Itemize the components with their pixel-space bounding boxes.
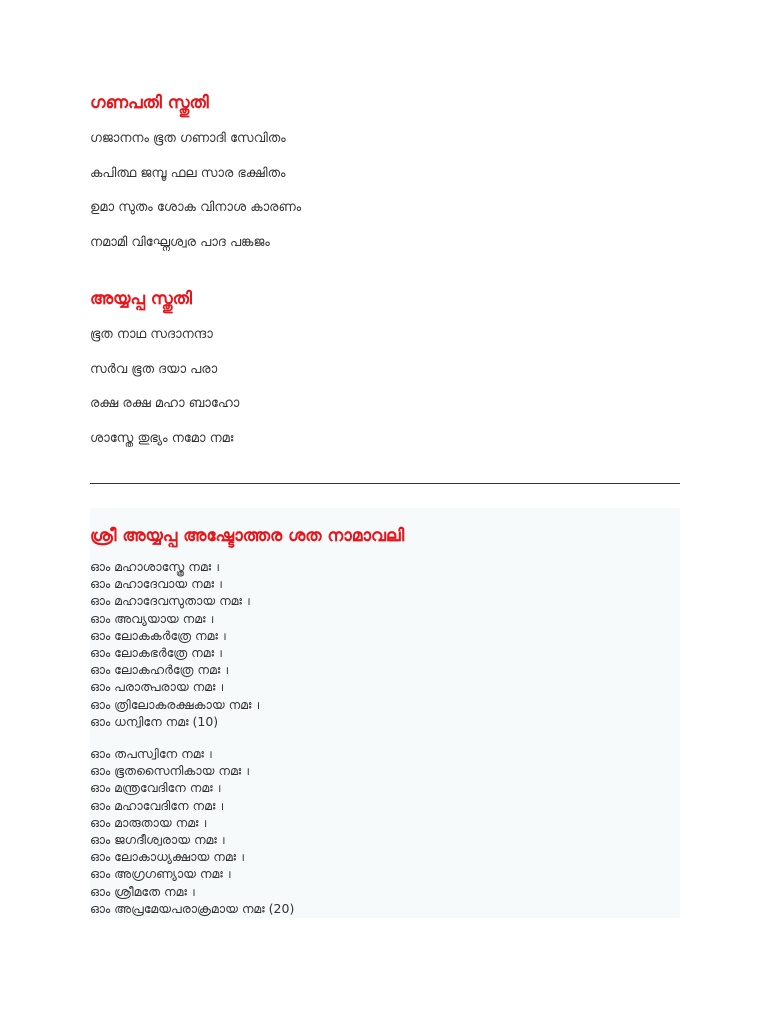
list-item: ഓം മാരുതായ നമഃ । xyxy=(90,814,209,830)
list-item: ഓം ജഗദീശ്വരായ നമഃ । xyxy=(90,832,228,848)
list-item: ഓം ലോകകർത്രേ നമഃ । xyxy=(90,627,229,643)
ganapathi-verse-line: കപിത്ഥ ജമ്പൂ ഫല സാര ഭക്ഷിതം xyxy=(90,166,286,181)
ayyappa-verse-line: സർവ ഭൂത ദയാ പരാ xyxy=(90,362,218,377)
list-item: ഓം ഭൂതസൈനികായ നമഃ । xyxy=(90,763,252,779)
names-list-1-10 xyxy=(90,558,262,730)
list-item: ഓം ധന്വിനേ നമഃ (10) xyxy=(90,713,219,729)
list-item: ഓം ലോകഭർത്രേ നമഃ । xyxy=(90,645,225,661)
list-item: ഓം തപസ്വിനേ നമഃ । xyxy=(90,746,215,761)
list-item: ഓം ലോകാധ്യക്ഷായ നമഃ । xyxy=(90,849,247,865)
list-item: ഓം അവ്യയായ നമഃ । xyxy=(90,610,216,626)
ashtothara-heading: ശ്രീ അയ്യപ്പ അഷ്ടോത്തര ശത നാമാവലി xyxy=(90,526,405,546)
ashtothara-section xyxy=(90,508,680,918)
ayyappa-verse-line: ശാസ്തേ തുഭ്യം നമോ നമഃ xyxy=(90,431,234,446)
list-item: ഓം ത്രിലോകരക്ഷകായ നമഃ । xyxy=(90,696,262,712)
names-list-11-20 xyxy=(90,745,294,917)
list-item: ഓം മഹാദേവസുതായ നമഃ । xyxy=(90,593,253,609)
ayyappa-verse-line: ഭൂത നാഥ സദാനന്ദാ xyxy=(90,327,213,342)
list-item: ഓം അപ്രമേയപരാക്രമായ നമഃ (20) xyxy=(90,900,295,916)
list-item: ഓം മഹാവേദിനേ നമഃ । xyxy=(90,797,226,813)
list-item: ഓം അഗ്രഗണ്യായ നമഃ । xyxy=(90,866,233,882)
ganapathi-verse-line: നമാമി വിഘ്നേശ്വര പാദ പങ്കജം xyxy=(90,235,270,250)
ganapathi-sthuthi-heading: ഗണപതി സ്തുതി xyxy=(90,93,209,113)
ganapathi-verse-line: ഗജാനനം ഭൂത ഗണാദി സേവിതം xyxy=(90,131,286,146)
list-item: ഓം ലോകഹർത്രേ നമഃ । xyxy=(90,662,231,678)
list-item: ഓം മഹാശാസ്ത്രേ നമഃ । xyxy=(90,559,222,574)
ayyappa-verse-line: രക്ഷ രക്ഷ മഹാ ബാഹോ xyxy=(90,396,240,411)
list-item: ഓം മഹാദേവായ നമഃ । xyxy=(90,576,225,592)
list-item: ഓം ശ്രീമതേ നമഃ । xyxy=(90,883,198,899)
ayyappa-sthuthi-heading: അയ്യപ്പ സ്തുതി xyxy=(90,289,192,309)
list-item: ഓം മന്ത്രവേദിനേ നമഃ । xyxy=(90,780,223,796)
ganapathi-verse-line: ഉമാ സുതം ശോക വിനാശ കാരണം xyxy=(90,200,302,215)
section-divider xyxy=(90,483,680,484)
list-item: ഓം പരാത്പരായ നമഃ । xyxy=(90,679,226,695)
